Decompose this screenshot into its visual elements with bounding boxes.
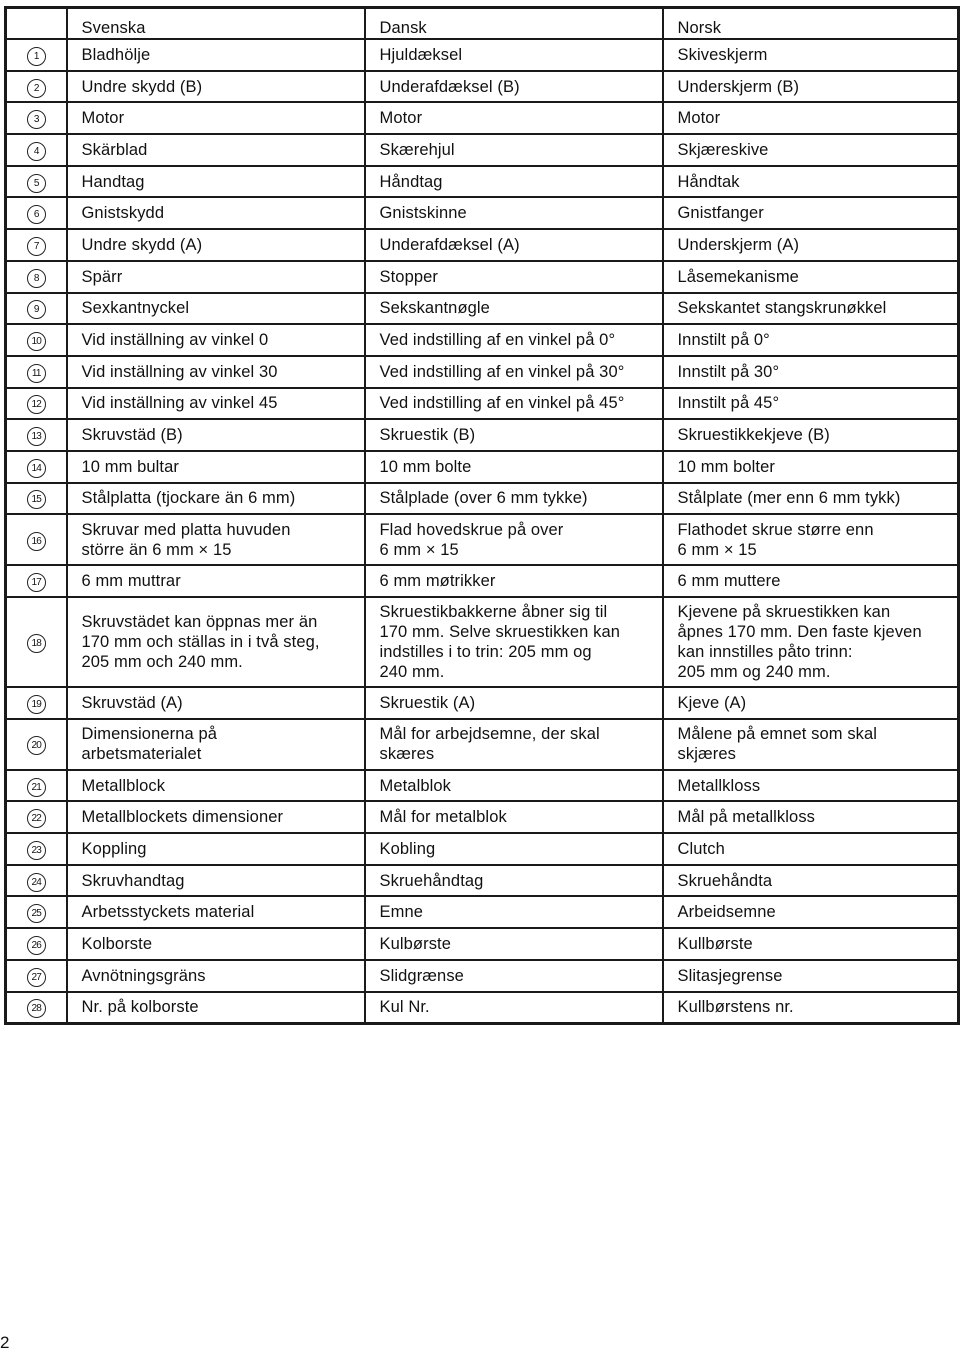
item-number-cell	[6, 483, 67, 515]
cell-svenska	[67, 293, 365, 325]
cell-dansk	[365, 419, 663, 451]
table-row	[6, 833, 959, 865]
cell-svenska-text: Metallblockets dimensioner	[81, 808, 284, 827]
cell-svenska	[67, 451, 365, 483]
item-number-badge: 21	[27, 778, 46, 797]
cell-svenska	[67, 865, 365, 897]
cell-svenska	[67, 419, 365, 451]
cell-dansk	[365, 801, 663, 833]
cell-norsk	[663, 261, 959, 293]
item-number-badge: 3	[27, 110, 46, 129]
cell-svenska-text: Avnötningsgräns	[81, 966, 206, 985]
cell-svenska	[67, 801, 365, 833]
item-number-badge: 16	[27, 532, 46, 551]
item-number-cell	[6, 833, 67, 865]
cell-svenska-text: Skruvstäd (B)	[81, 426, 183, 445]
table-row	[6, 865, 959, 897]
cell-svenska-text: Koppling	[81, 839, 147, 858]
cell-norsk-text: Kullbørste	[677, 934, 753, 953]
cell-dansk-text: Skruestikbakkerne åbner sig til 170 mm. Selve skruestikken kan indstilles i to trin: 205 mm og 240 mm.	[379, 603, 621, 681]
cell-norsk-text: Kullbørstens nr.	[677, 998, 794, 1017]
cell-norsk	[663, 960, 959, 992]
cell-norsk-text: Innstilt på 30°	[677, 362, 780, 381]
cell-svenska	[67, 261, 365, 293]
cell-svenska-text: 6 mm muttrar	[81, 572, 181, 591]
item-number-cell	[6, 261, 67, 293]
cell-dansk	[365, 324, 663, 356]
page-number: 2	[0, 1333, 10, 1352]
cell-norsk-text: Clutch	[677, 839, 725, 858]
cell-svenska-text: Bladhölje	[81, 45, 151, 64]
cell-svenska	[67, 960, 365, 992]
cell-dansk	[365, 597, 663, 687]
table-row	[6, 39, 959, 71]
cell-norsk	[663, 801, 959, 833]
cell-norsk-text: 6 mm muttere	[677, 572, 781, 591]
cell-svenska	[67, 896, 365, 928]
table-row	[6, 451, 959, 483]
cell-svenska-text: Vid inställning av vinkel 30	[81, 362, 278, 381]
cell-norsk	[663, 293, 959, 325]
cell-svenska	[67, 39, 365, 71]
table-row	[6, 388, 959, 420]
cell-dansk	[365, 514, 663, 565]
cell-norsk-text: Slitasjegrense	[677, 966, 783, 985]
item-number-cell	[6, 71, 67, 103]
cell-dansk-text: Kul Nr.	[379, 998, 430, 1017]
cell-svenska	[67, 71, 365, 103]
cell-norsk	[663, 865, 959, 897]
cell-norsk-text: Underskjerm (B)	[677, 77, 800, 96]
cell-norsk	[663, 597, 959, 687]
item-number-badge: 19	[27, 695, 46, 714]
cell-dansk	[365, 261, 663, 293]
cell-svenska	[67, 229, 365, 261]
cell-norsk-text: Innstilt på 0°	[677, 331, 770, 350]
cell-svenska-text: Skruvar med platta huvuden större än 6 mm × 15	[81, 520, 291, 559]
cell-dansk	[365, 71, 663, 103]
item-number-cell	[6, 324, 67, 356]
cell-norsk-text: Skjæreskive	[677, 140, 769, 159]
table-row	[6, 992, 959, 1024]
cell-norsk-text: Motor	[677, 109, 721, 128]
table-row	[6, 801, 959, 833]
item-number-badge: 22	[27, 809, 46, 828]
cell-dansk-text: Gnistskinne	[379, 204, 467, 223]
cell-dansk-text: Skruestik (B)	[379, 426, 476, 445]
cell-dansk-text: Kulbørste	[379, 934, 452, 953]
item-number-cell	[6, 451, 67, 483]
cell-svenska-text: Vid inställning av vinkel 45	[81, 394, 278, 413]
cell-norsk	[663, 896, 959, 928]
cell-dansk-text: Stopper	[379, 267, 438, 286]
cell-svenska-text: Motor	[81, 109, 125, 128]
cell-svenska-text: Skruvstäd (A)	[81, 693, 183, 712]
cell-svenska-text: Spärr	[81, 267, 123, 286]
item-number-cell	[6, 896, 67, 928]
cell-dansk-text: 6 mm møtrikker	[379, 572, 496, 591]
header-row	[6, 8, 959, 40]
cell-dansk-text: Kobling	[379, 839, 436, 858]
cell-svenska	[67, 928, 365, 960]
cell-norsk	[663, 134, 959, 166]
cell-svenska	[67, 197, 365, 229]
header-number-cell	[6, 8, 67, 40]
item-number-badge: 23	[27, 841, 46, 860]
item-number-badge: 13	[27, 427, 46, 446]
table-row	[6, 229, 959, 261]
cell-dansk	[365, 719, 663, 770]
table-row	[6, 896, 959, 928]
cell-dansk-text: Emne	[379, 903, 424, 922]
cell-dansk-text: Flad hovedskrue på over 6 mm × 15	[379, 520, 564, 559]
cell-norsk	[663, 71, 959, 103]
cell-dansk	[365, 833, 663, 865]
item-number-badge: 5	[27, 174, 46, 193]
cell-svenska-text: Gnistskydd	[81, 204, 165, 223]
cell-norsk	[663, 514, 959, 565]
cell-svenska	[67, 833, 365, 865]
cell-svenska-text: Arbetsstyckets material	[81, 903, 255, 922]
cell-dansk	[365, 928, 663, 960]
cell-dansk-text: Metalblok	[379, 776, 452, 795]
cell-dansk	[365, 166, 663, 198]
cell-dansk-text: Ved indstilling af en vinkel på 30°	[379, 362, 625, 381]
table-row	[6, 197, 959, 229]
cell-dansk-text: Ved indstilling af en vinkel på 45°	[379, 394, 625, 413]
item-number-badge: 7	[27, 237, 46, 256]
cell-svenska	[67, 770, 365, 802]
item-number-cell	[6, 865, 67, 897]
cell-dansk-text: Skruestik (A)	[379, 693, 476, 712]
item-number-cell	[6, 419, 67, 451]
cell-norsk-text: Målene på emnet som skal skjæres	[677, 725, 878, 764]
table-row	[6, 71, 959, 103]
item-number-badge: 4	[27, 142, 46, 161]
cell-norsk-text: Stålplate (mer enn 6 mm tykk)	[677, 489, 901, 508]
cell-norsk-text: Sekskantet stangskrunøkkel	[677, 299, 887, 318]
item-number-cell	[6, 166, 67, 198]
cell-svenska-text: Vid inställning av vinkel 0	[81, 331, 269, 350]
table-row	[6, 293, 959, 325]
item-number-cell	[6, 719, 67, 770]
cell-norsk	[663, 451, 959, 483]
item-number-cell	[6, 293, 67, 325]
cell-norsk	[663, 565, 959, 597]
cell-norsk-text: Kjevene på skruestikken kan åpnes 170 mm. Den faste kjeven kan innstilles påto trinn: 205 mm og 240 mm.	[677, 603, 922, 681]
cell-norsk	[663, 770, 959, 802]
cell-dansk-text: Mål for metalblok	[379, 808, 507, 827]
cell-dansk	[365, 960, 663, 992]
cell-svenska-text: Kolborste	[81, 934, 153, 953]
item-number-badge: 17	[27, 573, 46, 592]
cell-svenska-text: Undre skydd (A)	[81, 235, 203, 254]
item-number-badge: 12	[27, 395, 46, 414]
cell-svenska	[67, 597, 365, 687]
item-number-cell	[6, 992, 67, 1024]
item-number-badge: 20	[27, 736, 46, 755]
item-number-cell	[6, 39, 67, 71]
cell-svenska	[67, 992, 365, 1024]
item-number-cell	[6, 565, 67, 597]
item-number-badge: 14	[27, 459, 46, 478]
table-row	[6, 134, 959, 166]
item-number-cell	[6, 597, 67, 687]
cell-dansk-text: Slidgrænse	[379, 966, 464, 985]
table-row	[6, 719, 959, 770]
cell-dansk-text: Skærehjul	[379, 140, 455, 159]
table-row	[6, 687, 959, 719]
table-row	[6, 928, 959, 960]
cell-norsk	[663, 992, 959, 1024]
cell-norsk-text: Metallkloss	[677, 776, 761, 795]
item-number-cell	[6, 134, 67, 166]
cell-norsk	[663, 39, 959, 71]
cell-norsk-text: Arbeidsemne	[677, 903, 776, 922]
item-number-cell	[6, 229, 67, 261]
cell-dansk	[365, 687, 663, 719]
cell-svenska	[67, 565, 365, 597]
cell-norsk	[663, 166, 959, 198]
header-norsk: Norsk	[663, 8, 959, 40]
cell-norsk-text: Skruestikkekjeve (B)	[677, 426, 830, 445]
cell-svenska-text: 10 mm bultar	[81, 457, 179, 476]
cell-dansk	[365, 483, 663, 515]
cell-svenska	[67, 166, 365, 198]
cell-dansk	[365, 451, 663, 483]
cell-dansk	[365, 770, 663, 802]
table-row	[6, 483, 959, 515]
item-number-cell	[6, 687, 67, 719]
item-number-cell	[6, 356, 67, 388]
item-number-badge: 6	[27, 205, 46, 224]
cell-norsk	[663, 197, 959, 229]
item-number-cell	[6, 388, 67, 420]
cell-svenska-text: Handtag	[81, 172, 145, 191]
item-number-badge: 24	[27, 873, 46, 892]
cell-dansk-text: 10 mm bolte	[379, 457, 472, 476]
cell-svenska-text: Undre skydd (B)	[81, 77, 203, 96]
cell-norsk	[663, 928, 959, 960]
cell-dansk-text: Underafdæksel (B)	[379, 77, 520, 96]
cell-dansk	[365, 293, 663, 325]
cell-norsk	[663, 719, 959, 770]
table-row	[6, 419, 959, 451]
cell-norsk-text: Håndtak	[677, 172, 740, 191]
cell-svenska-text: Nr. på kolborste	[81, 998, 199, 1017]
cell-norsk-text: Skruehåndta	[677, 871, 773, 890]
cell-norsk	[663, 229, 959, 261]
table-row	[6, 597, 959, 687]
cell-norsk	[663, 102, 959, 134]
cell-dansk-text: Underafdæksel (A)	[379, 235, 520, 254]
cell-dansk	[365, 388, 663, 420]
cell-dansk	[365, 197, 663, 229]
header-dansk: Dansk	[365, 8, 663, 40]
cell-norsk	[663, 419, 959, 451]
cell-norsk-text: Gnistfanger	[677, 204, 764, 223]
item-number-badge: 25	[27, 904, 46, 923]
cell-dansk	[365, 102, 663, 134]
cell-dansk-text: Hjuldæksel	[379, 45, 463, 64]
item-number-cell	[6, 102, 67, 134]
cell-dansk-text: Motor	[379, 109, 423, 128]
cell-svenska	[67, 356, 365, 388]
cell-dansk	[365, 865, 663, 897]
cell-dansk-text: Ved indstilling af en vinkel på 0°	[379, 331, 616, 350]
cell-svenska	[67, 719, 365, 770]
item-number-cell	[6, 770, 67, 802]
item-number-badge: 27	[27, 968, 46, 987]
item-number-cell	[6, 801, 67, 833]
cell-dansk-text: Sekskantnøgle	[379, 299, 490, 318]
header-svenska: Svenska	[67, 8, 365, 40]
table-row	[6, 261, 959, 293]
item-number-badge: 26	[27, 936, 46, 955]
cell-norsk-text: Mål på metallkloss	[677, 808, 816, 827]
cell-dansk	[365, 39, 663, 71]
cell-svenska-text: Metallblock	[81, 776, 166, 795]
item-number-badge: 1	[27, 47, 46, 66]
item-number-badge: 10	[27, 332, 46, 351]
cell-svenska	[67, 388, 365, 420]
cell-norsk	[663, 687, 959, 719]
table-row	[6, 565, 959, 597]
cell-dansk-text: Skruehåndtag	[379, 871, 484, 890]
cell-dansk	[365, 229, 663, 261]
item-number-badge: 18	[27, 634, 46, 653]
cell-svenska	[67, 324, 365, 356]
table-row	[6, 166, 959, 198]
cell-dansk-text: Stålplade (over 6 mm tykke)	[379, 489, 588, 508]
cell-svenska-text: Skruvhandtag	[81, 871, 185, 890]
cell-dansk	[365, 134, 663, 166]
cell-norsk	[663, 833, 959, 865]
item-number-badge: 28	[27, 999, 46, 1018]
cell-norsk-text: Innstilt på 45°	[677, 394, 780, 413]
table-row	[6, 960, 959, 992]
cell-norsk-text: Kjeve (A)	[677, 693, 747, 712]
cell-svenska-text: Skruvstädet kan öppnas mer än 170 mm och ställas in i två steg, 205 mm och 240 mm.	[81, 613, 320, 671]
cell-svenska	[67, 134, 365, 166]
item-number-cell	[6, 928, 67, 960]
cell-norsk-text: Låsemekanisme	[677, 267, 799, 286]
cell-dansk	[365, 992, 663, 1024]
cell-dansk-text: Mål for arbejdsemne, der skal skæres	[379, 725, 600, 764]
parts-table	[4, 6, 960, 1025]
cell-svenska-text: Skärblad	[81, 140, 148, 159]
item-number-cell	[6, 960, 67, 992]
cell-dansk	[365, 356, 663, 388]
cell-dansk	[365, 565, 663, 597]
item-number-badge: 8	[27, 269, 46, 288]
cell-svenska-text: Sexkantnyckel	[81, 299, 190, 318]
cell-svenska	[67, 483, 365, 515]
item-number-badge: 9	[27, 300, 46, 319]
cell-norsk-text: Flathodet skrue større enn 6 mm × 15	[677, 520, 874, 559]
cell-norsk-text: Underskjerm (A)	[677, 235, 800, 254]
item-number-cell	[6, 514, 67, 565]
cell-dansk-text: Håndtag	[379, 172, 443, 191]
item-number-badge: 2	[27, 79, 46, 98]
cell-norsk-text: 10 mm bolter	[677, 457, 775, 476]
table-row	[6, 356, 959, 388]
cell-svenska	[67, 687, 365, 719]
cell-svenska-text: Stålplatta (tjockare än 6 mm)	[81, 489, 296, 508]
cell-norsk	[663, 483, 959, 515]
item-number-cell	[6, 197, 67, 229]
cell-svenska	[67, 514, 365, 565]
table-row	[6, 514, 959, 565]
item-number-badge: 11	[27, 364, 46, 383]
item-number-badge: 15	[27, 490, 46, 509]
cell-norsk	[663, 356, 959, 388]
cell-norsk	[663, 388, 959, 420]
cell-norsk-text: Skiveskjerm	[677, 45, 768, 64]
table-row	[6, 770, 959, 802]
table-row	[6, 324, 959, 356]
table-row	[6, 102, 959, 134]
cell-dansk	[365, 896, 663, 928]
cell-svenska	[67, 102, 365, 134]
cell-svenska-text: Dimensionerna på arbetsmaterialet	[81, 725, 218, 764]
cell-norsk	[663, 324, 959, 356]
